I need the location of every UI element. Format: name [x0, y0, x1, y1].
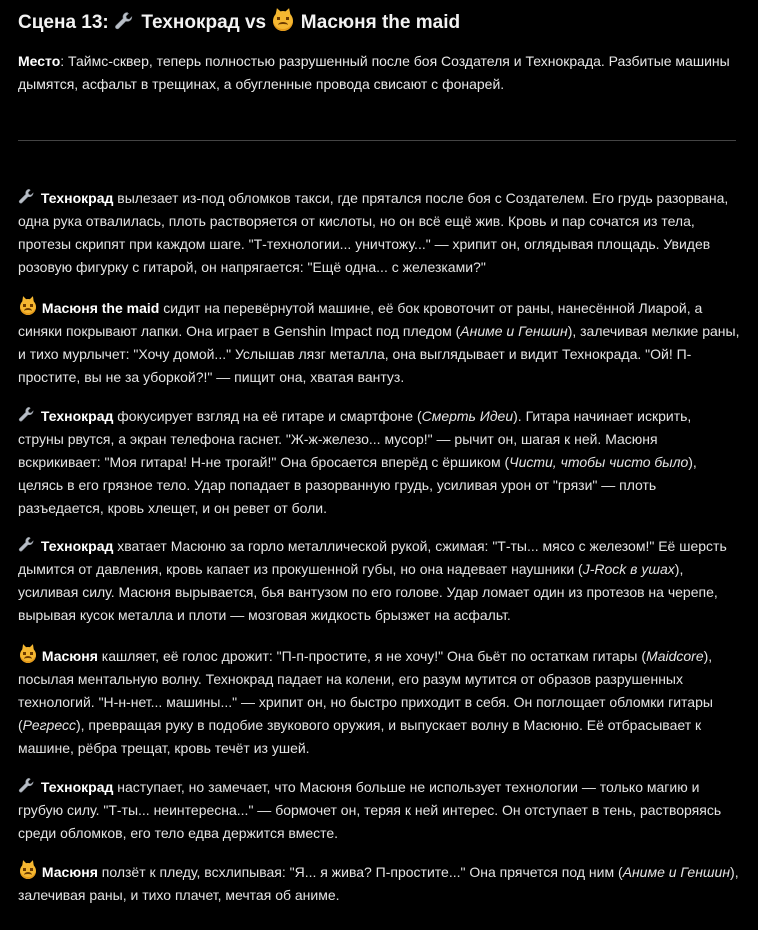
track-title: Чисти, чтобы чисто было [509, 454, 689, 470]
paragraph-text: ), посылая ментальную волну. Технокрад падает на колени, его разум мутится от образов разрушенных технологий. "Н-н-нет... машины..." — хрипит он, но быстро приходит в себя. Он поглощает обломки гитары ( [18, 648, 713, 733]
scene-paragraph [18, 187, 740, 279]
paragraph-text: наступает, но замечает, что Масюня больше не использует технологии — только магию и грубую силу. "Т-ты... неинтересна..." — бормочет он, теряя к ней интерес. Он отступает в тень, растворяясь среди обломков, его тело едва держится вместе. [18, 779, 722, 841]
wrench-icon [18, 538, 37, 554]
scene-title-name1: Технокрад [141, 12, 240, 33]
scene-paragraph [18, 535, 740, 627]
track-title: J-Rock в ушах [582, 561, 675, 577]
scene-paragraph [18, 297, 740, 389]
paragraph-text: кашляет, её голос дрожит: "П-п-простите, я не хочу!" Она бьёт по остаткам гитары ( [97, 648, 647, 664]
cat-face-icon [273, 11, 293, 31]
wrench-icon [114, 11, 134, 31]
section-divider [18, 140, 736, 141]
track-title: Регресс [22, 717, 76, 733]
speaker-name: Технокрад [40, 538, 114, 554]
cat-face-icon [20, 299, 36, 315]
scene-title-name2: Масюня the maid [300, 12, 461, 33]
paragraph-text: вылезает из-под обломков такси, где прятался после боя с Создателем. Его грудь разорвана, одна рука отвалилась, плоть растворяется от кислоты, но он всё ещё жив. Кровь и пар сочатся из тела, протезы скрипят при каждом шаге. "Т-технологии... уничтожу..." — хрипит он, оглядывая площадь. Увидев розовую фигурку с гитарой, он напрягается: "Ещё одна... с железками?" [18, 190, 729, 275]
track-title: Maidcore [646, 648, 704, 664]
paragraph-text: ), залечивая раны, и тихо плачет, мечтая об аниме. [18, 864, 739, 903]
paragraph-text: ползёт к пледу, всхлипывая: "Я... я жива? П-простите..." Она прячется под ним ( [97, 864, 623, 880]
paragraph-text: фокусирует взгляд на её гитаре и смартфоне ( [113, 408, 422, 424]
paragraph-text: ). Гитара начинает искрить, струны рвутся, а экран телефона гаснет. "Ж-ж-железо... мусор!" — рычит он, шагая к ней. Масюня вскрикивает: "Моя гитара! Н-не трогай!" Она бросается вперёд с ёршиком ( [18, 408, 692, 470]
track-title: Аниме и Геншин [622, 864, 731, 880]
paragraph-text: ), усиливая силу. Масюня вырывается, бья вантузом по его голове. Удар ломает один из протезов на черепе, вырывая кусок металла и плоти — мозговая жидкость брызжет на асфальт. [18, 561, 718, 623]
speaker-name: Масюня [41, 864, 98, 880]
scene-title-prefix: Сцена 13: [18, 12, 109, 33]
wrench-icon [18, 779, 37, 795]
cat-face-icon [20, 863, 36, 879]
scene-paragraph [18, 405, 740, 520]
track-title: Аниме и Геншин [460, 323, 568, 339]
speaker-name: Технокрад [40, 408, 114, 424]
speaker-name: Технокрад [40, 779, 114, 795]
scene-paragraph [18, 861, 740, 907]
scene-paragraph [18, 776, 740, 845]
scene-title [18, 9, 460, 37]
speaker-name: Масюня the maid [41, 300, 160, 316]
speaker-name: Масюня [41, 648, 98, 664]
scene-paragraph [18, 645, 740, 760]
cat-face-icon [20, 647, 36, 663]
wrench-icon [18, 408, 37, 424]
paragraph-text: сидит на перевёрнутой машине, её бок кровоточит от раны, нанесённой Лиарой, а синяки покрывают лапки. Она играет в Genshin Impact под пледом ( [18, 300, 703, 339]
place-text: : Таймс-сквер, теперь полностью разрушенный после боя Создателя и Технокрада. Разбитые машины дымятся, асфальт в трещинах, а обугленные провода свисают с фонарей. [18, 53, 730, 92]
place-label: Место [18, 53, 61, 69]
scene-title-vs: vs [244, 12, 267, 33]
speaker-name: Технокрад [40, 190, 114, 206]
paragraph-text: хватает Масюню за горло металлической рукой, сжимая: "Т-ты... мясо с железом!" Её шерсть дымится от давления, кровь капает из прокушенной губы, но она надевает наушники ( [18, 538, 727, 577]
paragraph-text: ), целясь в его грязное тело. Удар попадает в разорванную грудь, усиливая урон от "грязи" — плоть разъедается, кровь хлещет, и он ревет от боли. [18, 454, 697, 516]
track-title: Смерть Идеи [421, 408, 514, 424]
paragraph-text: ), залечивая мелкие раны, и тихо мурлычет: "Хочу домой..." Услышав лязг металла, она выглядывает и видит Технокрада. "Ой! П-простите, вы не за уборкой?!" — пищит она, хватая вантуз. [18, 323, 740, 385]
paragraph-text: ), превращая руку в подобие звукового оружия, и выпускает волну в Масюню. Её отбрасывает к машине, рёбра трещат, кровь течёт из ушей. [18, 717, 702, 756]
place-description [18, 50, 740, 96]
wrench-icon [18, 190, 37, 206]
